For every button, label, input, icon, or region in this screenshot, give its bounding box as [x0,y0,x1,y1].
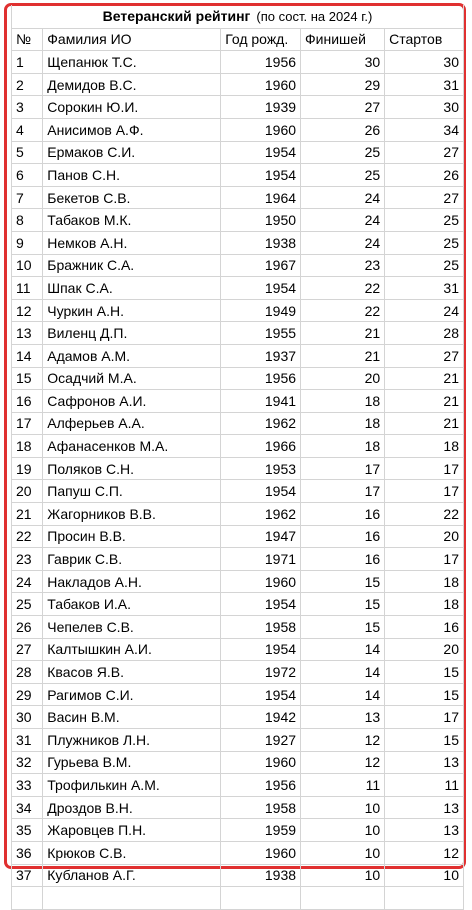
cell-number[interactable]: 12 [12,299,43,322]
cell-starts[interactable]: 27 [385,344,464,367]
cell-starts[interactable]: 17 [385,548,464,571]
cell-birth-year[interactable]: 1938 [221,864,301,887]
cell-name[interactable]: Просин В.В. [43,525,221,548]
column-header-starts[interactable]: Стартов [385,28,464,51]
cell-number[interactable]: 11 [12,277,43,300]
table-row [12,729,464,752]
cell-birth-year[interactable]: 1972 [221,661,301,684]
cell-finishes[interactable]: 12 [301,751,385,774]
cell-birth-year[interactable]: 1954 [221,277,301,300]
cell-name[interactable]: Рагимов С.И. [43,683,221,706]
cell-name[interactable]: Бекетов С.В. [43,186,221,209]
cell-name[interactable]: Адамов А.М. [43,344,221,367]
cell-starts[interactable]: 11 [385,774,464,797]
cell-finishes[interactable]: 13 [301,706,385,729]
cell-starts[interactable]: 25 [385,254,464,277]
cell-finishes[interactable]: 12 [301,729,385,752]
cell-starts[interactable]: 21 [385,390,464,413]
cell-finishes[interactable]: 17 [301,480,385,503]
cell-starts[interactable]: 21 [385,367,464,390]
cell-birth-year[interactable]: 1954 [221,141,301,164]
cell-starts[interactable]: 18 [385,570,464,593]
cell-name[interactable]: Крюков С.В. [43,841,221,864]
table-row [12,390,464,413]
cell-name[interactable]: Анисимов А.Ф. [43,118,221,141]
cell-number[interactable]: 36 [12,841,43,864]
cell-number[interactable]: 6 [12,164,43,187]
column-header-finishes[interactable]: Финишей [301,28,385,51]
table-row [12,277,464,300]
cell-birth-year[interactable]: 1966 [221,435,301,458]
table-subtitle: (по сост. на 2024 г.) [256,9,373,25]
cell-starts[interactable]: 30 [385,51,464,74]
table-row [12,751,464,774]
cell-number[interactable]: 20 [12,480,43,503]
table-row [12,96,464,119]
cell-number[interactable]: 1 [12,51,43,74]
cell-starts[interactable]: 17 [385,457,464,480]
cell-finishes[interactable]: 22 [301,299,385,322]
cell-finishes[interactable]: 30 [301,51,385,74]
table-row [12,525,464,548]
cell-finishes[interactable]: 14 [301,638,385,661]
cell-finishes[interactable]: 24 [301,231,385,254]
cell-number[interactable]: 21 [12,503,43,526]
cell-empty [385,887,464,910]
cell-starts[interactable]: 31 [385,277,464,300]
cell-finishes[interactable]: 17 [301,457,385,480]
cell-number[interactable]: 34 [12,796,43,819]
table-row [12,683,464,706]
cell-number[interactable]: 4 [12,118,43,141]
cell-name[interactable]: Панов С.Н. [43,164,221,187]
cell-starts[interactable]: 26 [385,164,464,187]
cell-starts[interactable]: 34 [385,118,464,141]
column-header-birth-year[interactable]: Год рожд. [221,28,301,51]
cell-finishes[interactable]: 27 [301,96,385,119]
table-row [12,73,464,96]
cell-finishes[interactable]: 16 [301,548,385,571]
cell-finishes[interactable]: 15 [301,616,385,639]
table-row [12,864,464,887]
cell-finishes[interactable]: 21 [301,344,385,367]
cell-name[interactable]: Шпак С.А. [43,277,221,300]
cell-empty [12,887,43,910]
cell-name[interactable]: Жаровцев П.Н. [43,819,221,842]
cell-starts[interactable]: 18 [385,593,464,616]
cell-finishes[interactable]: 24 [301,209,385,232]
cell-birth-year[interactable]: 1954 [221,638,301,661]
cell-number[interactable]: 14 [12,344,43,367]
veteran-rating-table [11,5,464,910]
table-row [12,570,464,593]
cell-birth-year[interactable]: 1938 [221,231,301,254]
table-row [12,186,464,209]
cell-name[interactable]: Чепелев С.В. [43,616,221,639]
cell-name[interactable]: Алферьев А.А. [43,412,221,435]
cell-starts[interactable]: 16 [385,616,464,639]
column-header-name[interactable]: Фамилия ИО [43,28,221,51]
table-row [12,548,464,571]
cell-finishes[interactable]: 11 [301,774,385,797]
cell-name[interactable]: Квасов Я.В. [43,661,221,684]
cell-starts[interactable]: 12 [385,841,464,864]
cell-name[interactable]: Дроздов В.Н. [43,796,221,819]
cell-starts[interactable]: 15 [385,661,464,684]
cell-empty [301,887,385,910]
table-row [12,344,464,367]
table-row [12,774,464,797]
cell-number[interactable]: 7 [12,186,43,209]
cell-finishes[interactable]: 14 [301,661,385,684]
cell-number[interactable]: 10 [12,254,43,277]
cell-birth-year[interactable]: 1954 [221,480,301,503]
cell-birth-year[interactable]: 1941 [221,390,301,413]
cell-starts[interactable]: 21 [385,412,464,435]
cell-name[interactable]: Калтышкин А.И. [43,638,221,661]
cell-finishes[interactable]: 15 [301,593,385,616]
table-row [12,796,464,819]
column-header-number[interactable]: № [12,28,43,51]
cell-finishes[interactable]: 21 [301,322,385,345]
cell-finishes[interactable]: 29 [301,73,385,96]
cell-name[interactable]: Трофилькин А.М. [43,774,221,797]
table-title: Ветеранский рейтинг [102,8,251,25]
cell-birth-year[interactable]: 1964 [221,186,301,209]
cell-starts[interactable]: 13 [385,796,464,819]
cell-empty [43,887,221,910]
cell-finishes[interactable]: 16 [301,503,385,526]
table-row [12,141,464,164]
cell-name[interactable]: Виленц Д.П. [43,322,221,345]
cell-name[interactable]: Афанасенков М.А. [43,435,221,458]
cell-birth-year[interactable]: 1962 [221,412,301,435]
table-row [12,593,464,616]
cell-starts[interactable]: 13 [385,819,464,842]
cell-starts[interactable]: 18 [385,435,464,458]
cell-name[interactable]: Гурьева В.М. [43,751,221,774]
cell-starts[interactable]: 27 [385,186,464,209]
cell-number[interactable]: 32 [12,751,43,774]
table-row [12,367,464,390]
cell-number[interactable]: 37 [12,864,43,887]
cell-finishes[interactable]: 18 [301,412,385,435]
cell-starts[interactable]: 13 [385,751,464,774]
cell-number[interactable]: 8 [12,209,43,232]
cell-number[interactable]: 26 [12,616,43,639]
cell-number[interactable]: 31 [12,729,43,752]
title-row [12,6,464,29]
cell-starts[interactable]: 31 [385,73,464,96]
cell-birth-year[interactable]: 1962 [221,503,301,526]
cell-number[interactable]: 29 [12,683,43,706]
cell-number[interactable]: 33 [12,774,43,797]
cell-number[interactable]: 9 [12,231,43,254]
cell-name[interactable]: Плужников Л.Н. [43,729,221,752]
cell-birth-year[interactable]: 1956 [221,367,301,390]
cell-starts[interactable]: 20 [385,525,464,548]
cell-finishes[interactable]: 23 [301,254,385,277]
cell-name[interactable]: Сорокин Ю.И. [43,96,221,119]
cell-finishes[interactable]: 10 [301,819,385,842]
cell-birth-year[interactable]: 1960 [221,118,301,141]
header-row [12,28,464,51]
cell-name[interactable]: Жагорников В.В. [43,503,221,526]
cell-birth-year[interactable]: 1958 [221,796,301,819]
cell-name[interactable]: Немков А.Н. [43,231,221,254]
cell-name[interactable]: Осадчий М.А. [43,367,221,390]
cell-number[interactable]: 13 [12,322,43,345]
cell-starts[interactable]: 17 [385,480,464,503]
cell-starts[interactable]: 27 [385,141,464,164]
cell-birth-year[interactable]: 1950 [221,209,301,232]
cell-birth-year[interactable]: 1937 [221,344,301,367]
cell-starts[interactable]: 20 [385,638,464,661]
cell-birth-year[interactable]: 1942 [221,706,301,729]
cell-starts[interactable]: 15 [385,683,464,706]
cell-finishes[interactable]: 25 [301,141,385,164]
cell-birth-year[interactable]: 1967 [221,254,301,277]
cell-finishes[interactable]: 10 [301,841,385,864]
cell-name[interactable]: Чуркин А.Н. [43,299,221,322]
cell-finishes[interactable]: 24 [301,186,385,209]
cell-number[interactable]: 27 [12,638,43,661]
cell-birth-year[interactable]: 1953 [221,457,301,480]
table-row [12,322,464,345]
cell-birth-year[interactable]: 1958 [221,616,301,639]
cell-number[interactable]: 18 [12,435,43,458]
cell-finishes[interactable]: 16 [301,525,385,548]
table-row [12,503,464,526]
cell-birth-year[interactable]: 1971 [221,548,301,571]
cell-name[interactable]: Щепанюк Т.С. [43,51,221,74]
cell-number[interactable]: 22 [12,525,43,548]
cell-starts[interactable]: 30 [385,96,464,119]
cell-name[interactable]: Накладов А.Н. [43,570,221,593]
table-row [12,638,464,661]
cell-starts[interactable]: 15 [385,729,464,752]
cell-starts[interactable]: 28 [385,322,464,345]
cell-birth-year[interactable]: 1960 [221,751,301,774]
cell-name[interactable]: Демидов В.С. [43,73,221,96]
table-row [12,435,464,458]
cell-number[interactable]: 17 [12,412,43,435]
cell-starts[interactable]: 22 [385,503,464,526]
table-row [12,841,464,864]
table-row-partial [12,887,464,910]
cell-finishes[interactable]: 22 [301,277,385,300]
cell-starts[interactable]: 17 [385,706,464,729]
cell-number[interactable]: 30 [12,706,43,729]
table-row [12,254,464,277]
cell-birth-year[interactable]: 1949 [221,299,301,322]
cell-name[interactable]: Табаков И.А. [43,593,221,616]
cell-birth-year[interactable]: 1960 [221,73,301,96]
cell-finishes[interactable]: 18 [301,390,385,413]
cell-number[interactable]: 24 [12,570,43,593]
cell-birth-year[interactable]: 1955 [221,322,301,345]
cell-name[interactable]: Бражник С.А. [43,254,221,277]
cell-empty [221,887,301,910]
cell-birth-year[interactable]: 1956 [221,774,301,797]
cell-starts[interactable]: 25 [385,209,464,232]
cell-finishes[interactable]: 26 [301,118,385,141]
cell-name[interactable]: Сафронов А.И. [43,390,221,413]
cell-number[interactable]: 28 [12,661,43,684]
cell-birth-year[interactable]: 1960 [221,570,301,593]
cell-name[interactable]: Поляков С.Н. [43,457,221,480]
cell-number[interactable]: 25 [12,593,43,616]
table-row [12,706,464,729]
cell-birth-year[interactable]: 1954 [221,164,301,187]
table-row [12,299,464,322]
cell-number[interactable]: 5 [12,141,43,164]
cell-name[interactable]: Ермаков С.И. [43,141,221,164]
cell-number[interactable]: 15 [12,367,43,390]
table-row [12,231,464,254]
table-row [12,480,464,503]
cell-number[interactable]: 16 [12,390,43,413]
table-row [12,209,464,232]
cell-finishes[interactable]: 14 [301,683,385,706]
cell-number[interactable]: 2 [12,73,43,96]
cell-number[interactable]: 3 [12,96,43,119]
cell-finishes[interactable]: 20 [301,367,385,390]
cell-finishes[interactable]: 10 [301,864,385,887]
cell-starts[interactable]: 10 [385,864,464,887]
cell-name[interactable]: Гаврик С.В. [43,548,221,571]
table-row [12,661,464,684]
cell-finishes[interactable]: 15 [301,570,385,593]
cell-finishes[interactable]: 10 [301,796,385,819]
cell-number[interactable]: 35 [12,819,43,842]
cell-name[interactable]: Папуш С.П. [43,480,221,503]
cell-birth-year[interactable]: 1954 [221,593,301,616]
table-title-cell [12,6,464,29]
cell-birth-year[interactable]: 1939 [221,96,301,119]
cell-finishes[interactable]: 18 [301,435,385,458]
table-row [12,164,464,187]
cell-birth-year[interactable]: 1960 [221,841,301,864]
cell-birth-year[interactable]: 1954 [221,683,301,706]
cell-starts[interactable]: 24 [385,299,464,322]
cell-birth-year[interactable]: 1947 [221,525,301,548]
cell-number[interactable]: 23 [12,548,43,571]
cell-name[interactable]: Кубланов А.Г. [43,864,221,887]
cell-birth-year[interactable]: 1956 [221,51,301,74]
cell-number[interactable]: 19 [12,457,43,480]
cell-birth-year[interactable]: 1959 [221,819,301,842]
cell-name[interactable]: Табаков М.К. [43,209,221,232]
table-row [12,457,464,480]
table-row [12,412,464,435]
table-row [12,616,464,639]
cell-finishes[interactable]: 25 [301,164,385,187]
cell-starts[interactable]: 25 [385,231,464,254]
table-row [12,118,464,141]
cell-name[interactable]: Васин В.М. [43,706,221,729]
cell-birth-year[interactable]: 1927 [221,729,301,752]
table-row [12,51,464,74]
table-row [12,819,464,842]
